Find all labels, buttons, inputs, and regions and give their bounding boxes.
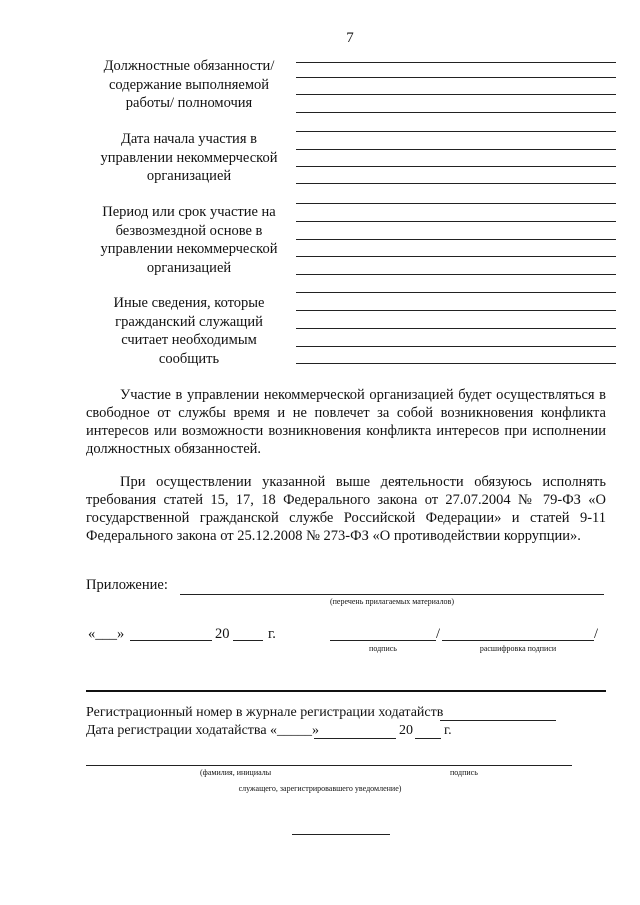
year-suffix: г. xyxy=(268,626,276,642)
answer-line[interactable] xyxy=(296,77,616,78)
answer-line[interactable] xyxy=(296,149,616,150)
bottom-rule xyxy=(292,834,390,835)
answer-line[interactable] xyxy=(296,239,616,240)
answer-line[interactable] xyxy=(296,346,616,347)
answer-line[interactable] xyxy=(296,62,616,63)
label-line: гражданский служащий xyxy=(115,313,263,330)
answer-line[interactable] xyxy=(296,166,616,167)
answer-line[interactable] xyxy=(296,328,616,329)
paragraph-obligation xyxy=(86,473,606,545)
paragraph-text: Участие в управлении некоммерческой организацией будет осуществляться в свободное от службы время и не повлечет за собой возникновения конфликта интересов или возможности возникновения конфликта интересов при исполнении должностных обязанностей. xyxy=(86,387,606,457)
field-label-other-info xyxy=(78,294,300,368)
registrar-line[interactable] xyxy=(86,765,572,766)
registrar-caption-line2: служащего, зарегистрировавшего уведомление) xyxy=(238,784,402,793)
label-line: работы/ полномочия xyxy=(125,95,253,111)
answer-line[interactable] xyxy=(296,310,616,311)
signature-line[interactable] xyxy=(330,640,436,641)
year-prefix: 20 xyxy=(215,626,230,642)
registration-date-label: Дата регистрации ходатайства «_____» xyxy=(86,723,320,738)
attachment-label: Приложение: xyxy=(86,577,168,593)
label-line: управлении некоммерческой xyxy=(100,149,278,166)
label-line: управлении некоммерческой xyxy=(100,241,278,257)
date-month-line[interactable] xyxy=(130,640,212,641)
label-line: организацией xyxy=(146,259,232,276)
attachment-line[interactable] xyxy=(180,594,604,595)
field-label-start-date xyxy=(78,130,300,186)
registrar-signature-caption: подпись xyxy=(450,768,478,777)
answer-line[interactable] xyxy=(296,363,616,364)
paragraph-text: При осуществлении указанной выше деятельности обязуюсь исполнять требования статей 15, 17, 18 Федерального закона от 27.07.2004 № 79-ФЗ «О государственной гражданской службе Российской Федерации» и статей 9-11 Федерального закона от 25.12.2008 № 273-ФЗ «О противодействии коррупции». xyxy=(86,474,606,544)
label-line: безвозмездной основе в xyxy=(115,222,263,239)
year-line[interactable] xyxy=(233,640,263,641)
registration-year-prefix: 20 xyxy=(399,723,413,738)
field-label-period xyxy=(78,203,300,277)
registration-year-suffix: г. xyxy=(444,723,452,738)
slash: / xyxy=(594,626,599,642)
date-day-field[interactable]: «___» xyxy=(88,626,125,642)
page-number: 7 xyxy=(346,30,354,46)
answer-line[interactable] xyxy=(296,221,616,222)
registration-number-line[interactable] xyxy=(440,720,556,721)
label-line: организацией xyxy=(146,168,232,184)
paragraph-participation xyxy=(86,386,606,458)
slash: / xyxy=(436,626,441,642)
decoding-caption: расшифровка подписи xyxy=(479,644,557,653)
signature-caption: подпись xyxy=(369,644,397,653)
label-line: Дата начала участия в xyxy=(121,131,257,147)
registrar-name-caption: (фамилия, инициалы xyxy=(200,768,272,777)
answer-line[interactable] xyxy=(296,183,616,184)
answer-line[interactable] xyxy=(296,112,616,113)
field-label-duties xyxy=(78,57,300,113)
answer-line[interactable] xyxy=(296,131,616,132)
answer-line[interactable] xyxy=(296,256,616,257)
decoding-line[interactable] xyxy=(442,640,594,641)
label-line: считает необходимым xyxy=(121,332,257,348)
answer-line[interactable] xyxy=(296,274,616,275)
label-line: Иные сведения, которые xyxy=(113,295,265,311)
label-line: Должностные обязанности/ xyxy=(103,58,275,74)
registration-number-label: Регистрационный номер в журнале регистрации ходатайств xyxy=(86,705,444,720)
section-divider xyxy=(86,690,606,692)
answer-line[interactable] xyxy=(296,94,616,95)
registration-year-line[interactable] xyxy=(415,738,441,739)
label-line: сообщить xyxy=(158,350,220,367)
answer-line[interactable] xyxy=(296,203,616,204)
label-line: содержание выполняемой xyxy=(108,76,270,93)
attachment-caption: (перечень прилагаемых материалов) xyxy=(329,597,454,606)
registration-month-line[interactable] xyxy=(314,738,396,739)
label-line: Период или срок участие на xyxy=(102,204,276,220)
answer-line[interactable] xyxy=(296,292,616,293)
